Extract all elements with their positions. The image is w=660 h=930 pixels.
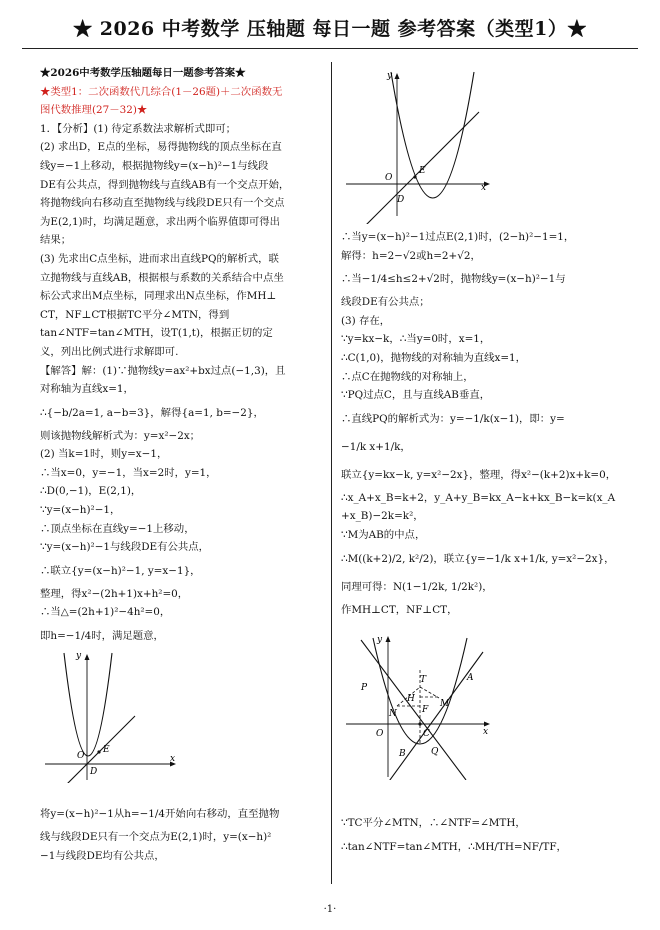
text-line: 1．【分析】(1) 待定系数法求解析式即可； — [40, 122, 237, 135]
text-line: 【解答】解：(1)∵抛物线y=ax²+bx过点(−1,3)，且 — [40, 364, 286, 377]
text-line: 为E(2,1)时，均满足题意，求出两个临界值即可得出 — [40, 215, 281, 228]
text-line: ∵y=kx−k，∴当y=0时，x=1， — [341, 333, 491, 346]
text-line: ∴点C在抛物线的对称轴上， — [341, 370, 474, 383]
fig3-label: O — [376, 729, 384, 739]
fig3-label: P — [361, 683, 368, 693]
text-line: 同理可得：N(1−1/2k, 1/2k²)， — [341, 580, 493, 593]
text-line: (3) 存在， — [341, 314, 391, 327]
text-line: ∴C(1,0)，抛物线的对称轴为直线x=1， — [341, 351, 527, 364]
fig3-label: N — [389, 709, 397, 719]
fig1-label: O — [77, 751, 85, 761]
left-column-tail — [40, 800, 323, 865]
text-line: 联立{y=kx−k, y=x²−2x}，整理，得x²−(k+2)x+k=0， — [341, 468, 617, 481]
text-line: ∴当△=(2h+1)²−4h²=0， — [40, 606, 171, 619]
text-line: 对称轴为直线x=1， — [40, 383, 134, 396]
text-line: (2) 求出D，E点的坐标，易得抛物线的顶点坐标在直 — [40, 141, 282, 154]
text-line: 线与线段DE只有一个交点为E(2,1)时，y=(x−h)² — [40, 831, 272, 843]
fig1-label: y — [76, 651, 82, 661]
text-line: CT，NF⊥CT根据TC平分∠MTN，得到 — [40, 308, 230, 321]
figure-parabola-2 — [341, 64, 493, 224]
text-line: 义，列出比例式进行求解即可. — [40, 345, 179, 358]
type-line-2: 图代数推理(27－32)★ — [40, 104, 148, 117]
text-line: 将抛物线向右移动直至抛物线与线段DE只有一个交点 — [40, 197, 285, 210]
fig3-label: x — [483, 727, 489, 737]
fig3-label: y — [377, 635, 383, 645]
text-line: (2) 当k=1时，则y=x−1， — [40, 448, 168, 461]
fig1-label: x — [170, 754, 176, 764]
fig3-label: Q — [431, 747, 439, 757]
text-line: 线段DE有公共点； — [341, 296, 430, 309]
right-column — [341, 228, 624, 619]
text-line: 则该抛物线解析式为：y=x²−2x； — [40, 429, 201, 442]
fig2-label: D — [397, 195, 405, 205]
fig3-label: C — [423, 729, 430, 739]
text-line: 结果； — [40, 234, 72, 247]
text-line: −1与线段DE均有公共点， — [40, 849, 165, 862]
text-line: ∴{−b/2a=1, a−b=3}，解得{a=1, b=−2}， — [40, 406, 264, 419]
right-column-tail — [341, 814, 624, 861]
text-line: 解得：h=2−√2或h=2+√2， — [341, 249, 481, 262]
text-line: +x_B)−2k=k²， — [341, 510, 424, 523]
figure-parabola-1 — [40, 648, 180, 783]
text-line: 即h=−1/4时，满足题意， — [40, 630, 164, 643]
fig3-label: A — [467, 673, 474, 683]
text-line: ∴当−1/4≤h≤2+√2时，抛物线y=(x−h)²−1与 — [341, 273, 566, 286]
text-line: ∵M为AB的中点， — [341, 528, 426, 541]
text-line: ∴tan∠NTF=tan∠MTH，∴MH/TH=NF/TF， — [341, 840, 567, 853]
text-line: ∴联立{y=(x−h)²−1, y=x−1}， — [40, 564, 201, 577]
column-divider — [331, 62, 332, 884]
fig2-label: E — [419, 166, 426, 176]
text-line: ∴当x=0，y=−1，当x=2时，y=1， — [40, 466, 217, 479]
text-line: ∴x_A+x_B=k+2，y_A+y_B=kx_A−k+kx_B−k=k(x_A — [341, 491, 616, 504]
text-line: ∵y=(x−h)²−1， — [40, 504, 121, 517]
fig3-label: T — [420, 675, 427, 685]
text-line: 线y=−1上移动，根据抛物线y=(x−h)²−1与线段 — [40, 159, 269, 172]
page-number: ·1· — [323, 904, 337, 915]
fig3-label: B — [399, 749, 406, 759]
fig3-label: M — [440, 699, 450, 709]
text-line: DE有公共点，得到抛物线与直线AB有一个交点开始， — [40, 178, 290, 191]
text-line: ∵TC平分∠MTN，∴∠NTF=∠MTH， — [341, 817, 526, 829]
fig2-label: O — [385, 173, 393, 183]
sub-title: ★2026中考数学压轴题每日一题参考答案★ — [40, 67, 246, 79]
text-line: ∴当y=(x−h)²−1过点E(2,1)时，(2−h)²−1=1， — [341, 231, 575, 243]
fig1-label: E — [103, 745, 110, 755]
fig2-label: y — [387, 71, 393, 81]
text-line: ∵y=(x−h)²−1与线段DE有公共点， — [40, 541, 210, 554]
text-line: 标公式求出M点坐标，同理求出N点坐标，作MH⊥ — [40, 290, 277, 303]
text-line: ∵PQ过点C，且与直线AB垂直， — [341, 389, 491, 402]
title-divider — [22, 48, 638, 49]
text-line: 将y=(x−h)²−1从h=−1/4开始向右移动，直至抛物 — [40, 808, 280, 820]
fig1-label: D — [90, 767, 98, 777]
text-line: 作MH⊥CT，NF⊥CT， — [341, 603, 458, 616]
text-line: 立抛物线与直线AB，根据根与系数的关系结合中点坐 — [40, 271, 284, 284]
text-line: 整理，得x²−(2h+1)x+h²=0， — [40, 587, 189, 600]
fig2-label: x — [481, 183, 487, 193]
fig3-label: H — [407, 694, 415, 704]
text-line: ∴D(0,−1)，E(2,1)， — [40, 485, 142, 498]
text-line: ∴顶点坐标在直线y=−1上移动， — [40, 522, 195, 535]
text-line: ∴M((k+2)/2, k²/2)，联立{y=−1/k x+1/k, y=x²−2x}， — [341, 552, 615, 565]
figure-parabola-3 — [341, 630, 501, 780]
type-line-1: ★类型1：二次函数代几综合(1－26题)＋二次函数无 — [40, 85, 283, 98]
page-title: ★ 2026 中考数学 压轴题 每日一题 参考答案（类型1）★ — [73, 18, 587, 40]
fig3-label: F — [422, 705, 429, 715]
text-line: ∴直线PQ的解析式为：y=−1/k(x−1)，即：y= — [341, 412, 565, 425]
text-line: tan∠NTF=tan∠MTH，设T(1,t)，根据正切的定 — [40, 327, 273, 340]
text-line: (3) 先求出C点坐标，进而求出直线PQ的解析式，联 — [40, 252, 279, 265]
left-column — [40, 64, 323, 650]
text-line: −1/k x+1/k， — [341, 440, 411, 453]
